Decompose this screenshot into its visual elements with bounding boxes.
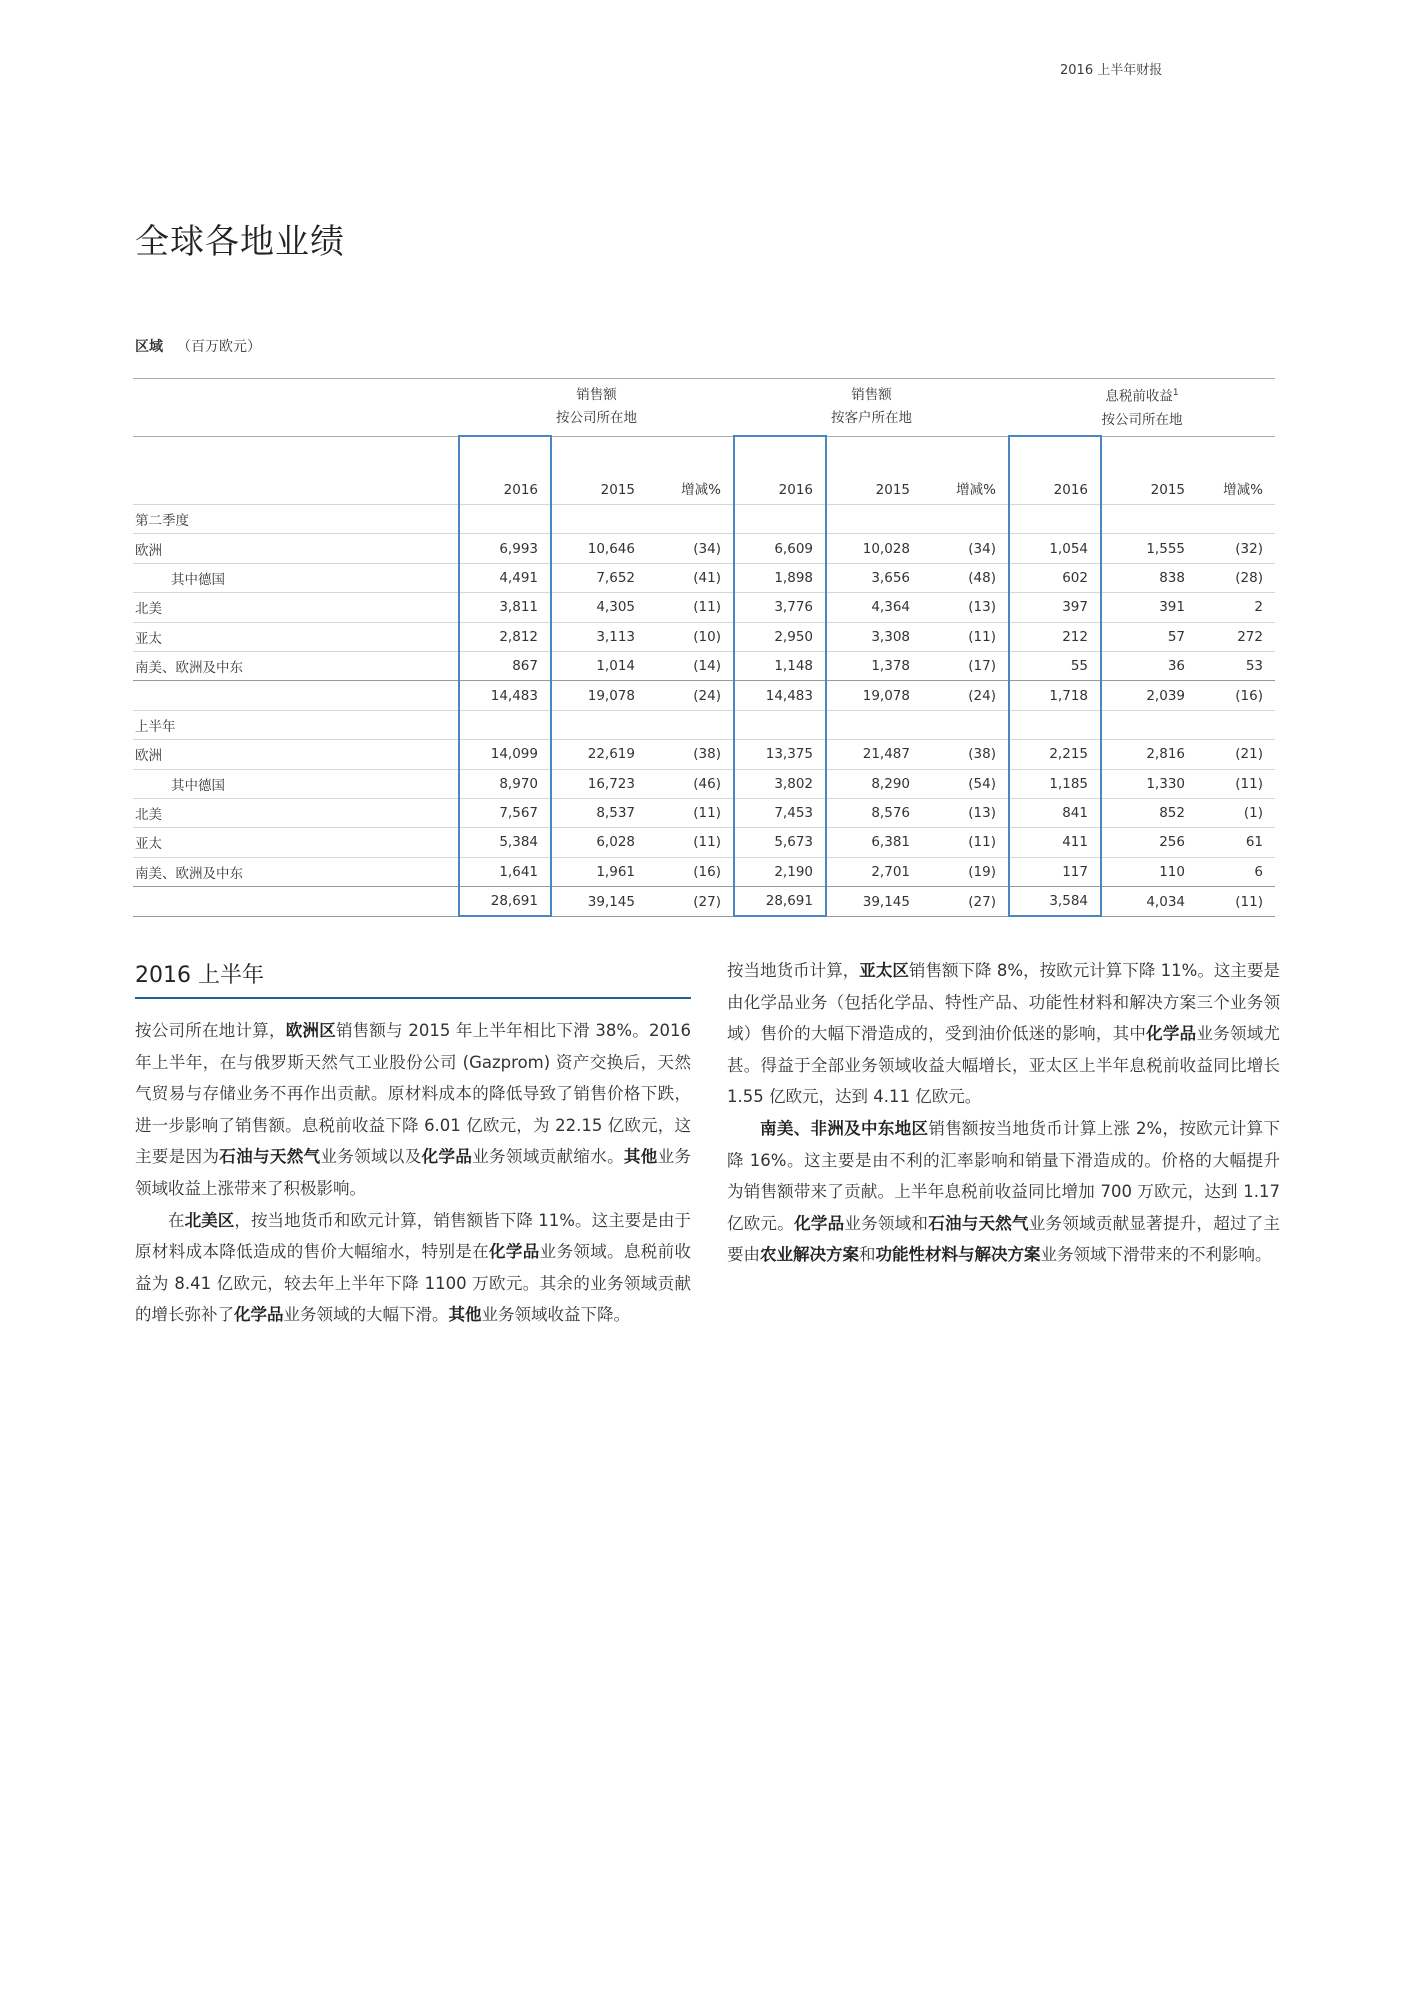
table-cell: 1,898 bbox=[734, 563, 826, 592]
paragraph-south-america-africa-middle-east: 南美、非洲及中东地区销售额按当地货币计算上涨 2%，按欧元计算下降 16%。这主要是由不利的汇率影响和销量下滑造成的。价格的大幅提升为销售额带来了贡献。上半年息税前收益同比增加 700 万欧元，达到 1.17 亿欧元。化学品业务领域和石油与天然气业务领域贡献显著提升，超过了主要由农业解决方案和功能性材料与解决方案业务领域下滑带来的不利影响。 bbox=[727, 1118, 1280, 1265]
table-cell: 14,483 bbox=[459, 681, 551, 710]
table-cell: 2,190 bbox=[734, 857, 826, 886]
table-cell: 6,381 bbox=[826, 828, 922, 857]
table-cell: 53 bbox=[1197, 651, 1275, 680]
table-cell: (34) bbox=[647, 534, 734, 563]
table-cell: 1,014 bbox=[551, 651, 647, 680]
table-cell: (28) bbox=[1197, 563, 1275, 592]
table-cell: (24) bbox=[922, 681, 1009, 710]
table-cell: 3,811 bbox=[459, 593, 551, 622]
row-label: 亚太 bbox=[133, 622, 459, 651]
table-cell: 1,555 bbox=[1101, 534, 1197, 563]
table-cell: 13,375 bbox=[734, 740, 826, 769]
table-cell: 2,701 bbox=[826, 857, 922, 886]
table-cell: 1,330 bbox=[1101, 769, 1197, 798]
table-cell: 5,384 bbox=[459, 828, 551, 857]
col-header: 2016 bbox=[459, 436, 551, 505]
table-cell bbox=[1197, 710, 1275, 739]
col-header: 2015 bbox=[826, 436, 922, 505]
table-cell: 39,145 bbox=[551, 887, 647, 917]
table-cell: 39,145 bbox=[826, 887, 922, 917]
row-label: 第二季度 bbox=[133, 505, 459, 534]
table-cell: (11) bbox=[647, 798, 734, 827]
table-cell: 1,378 bbox=[826, 651, 922, 680]
table-cell: 19,078 bbox=[826, 681, 922, 710]
table-cell bbox=[1101, 505, 1197, 534]
table-cell: (11) bbox=[1197, 887, 1275, 917]
table-cell: 7,567 bbox=[459, 798, 551, 827]
table-cell: 5,673 bbox=[734, 828, 826, 857]
table-row bbox=[133, 534, 1275, 563]
table-row bbox=[133, 857, 1275, 886]
paragraph-asia-pacific: 按当地货币计算，亚太区销售额下降 8%，按欧元计算下降 11%。这主要是由化学品业务（包括化学品、特性产品、功能性材料和解决方案三个业务领域）售价的大幅下滑造成的，受到油价低迷的影响，其中化学品业务领域尤甚。得益于全部业务领域收益大幅增长，亚太区上半年息税前收益同比增长 1.55 亿欧元，达到 4.11 亿欧元。 bbox=[727, 961, 1281, 1107]
group-header-sales-company: 销售额 按公司所在地 bbox=[459, 379, 734, 437]
table-cell: (14) bbox=[647, 651, 734, 680]
table-cell: (11) bbox=[647, 828, 734, 857]
paragraph-north-america: 在北美区，按当地货币和欧元计算，销售额皆下降 11%。这主要是由于原材料成本降低造成的售价大幅缩水，特别是在化学品业务领域。息税前收益为 8.41 亿欧元，较去年上半年下降 1100 万欧元。其余的业务领域贡献的增长弥补了化学品业务领域的大幅下滑。其他业务领域收益下降。 bbox=[135, 1210, 692, 1325]
table-cell: 21,487 bbox=[826, 740, 922, 769]
right-text-column bbox=[727, 955, 1280, 1271]
table-cell: (27) bbox=[922, 887, 1009, 917]
table-cell: 867 bbox=[459, 651, 551, 680]
col-header: 增减% bbox=[647, 436, 734, 505]
table-cell: 8,290 bbox=[826, 769, 922, 798]
table-cell: 391 bbox=[1101, 593, 1197, 622]
table-row bbox=[133, 740, 1275, 769]
table-cell: 1,054 bbox=[1009, 534, 1101, 563]
table-cell: (1) bbox=[1197, 798, 1275, 827]
col-header: 2015 bbox=[1101, 436, 1197, 505]
table-row bbox=[133, 798, 1275, 827]
table-cell: (13) bbox=[922, 593, 1009, 622]
report-header-tag: 2016 上半年财报 bbox=[1060, 63, 1163, 78]
table-cell bbox=[647, 710, 734, 739]
table-cell: (13) bbox=[922, 798, 1009, 827]
table-cell: 3,584 bbox=[1009, 887, 1101, 917]
table-cell bbox=[459, 710, 551, 739]
table-cell: 397 bbox=[1009, 593, 1101, 622]
table-cell: (11) bbox=[922, 828, 1009, 857]
table-cell: 1,641 bbox=[459, 857, 551, 886]
col-header: 2016 bbox=[1009, 436, 1101, 505]
table-cell: (27) bbox=[647, 887, 734, 917]
table-cell: 2,816 bbox=[1101, 740, 1197, 769]
table-row bbox=[133, 622, 1275, 651]
table-cell: (16) bbox=[1197, 681, 1275, 710]
table-cell bbox=[1009, 505, 1101, 534]
col-header: 2016 bbox=[734, 436, 826, 505]
row-label: 北美 bbox=[133, 798, 459, 827]
table-cell: 19,078 bbox=[551, 681, 647, 710]
table-cell: (11) bbox=[922, 622, 1009, 651]
row-label bbox=[133, 681, 459, 710]
table-column-header-row bbox=[133, 436, 1275, 505]
table-cell: 1,148 bbox=[734, 651, 826, 680]
table-cell: 2,950 bbox=[734, 622, 826, 651]
table-cell: (38) bbox=[922, 740, 1009, 769]
table-cell: 3,802 bbox=[734, 769, 826, 798]
row-label: 其中德国 bbox=[133, 769, 459, 798]
col-header: 增减% bbox=[922, 436, 1009, 505]
row-label: 其中德国 bbox=[133, 563, 459, 592]
table-cell bbox=[826, 505, 922, 534]
table-cell: 2,039 bbox=[1101, 681, 1197, 710]
table-cell: 14,483 bbox=[734, 681, 826, 710]
table-cell: (32) bbox=[1197, 534, 1275, 563]
table-cell: 61 bbox=[1197, 828, 1275, 857]
table-row bbox=[133, 681, 1275, 710]
table-cell: 4,491 bbox=[459, 563, 551, 592]
table-cell: 110 bbox=[1101, 857, 1197, 886]
table-cell bbox=[1009, 710, 1101, 739]
table-cell: 55 bbox=[1009, 651, 1101, 680]
table-cell: (41) bbox=[647, 563, 734, 592]
table-row bbox=[133, 828, 1275, 857]
table-row bbox=[133, 651, 1275, 680]
page-title: 全球各地业绩 bbox=[135, 222, 345, 262]
table-cell: 36 bbox=[1101, 651, 1197, 680]
table-row bbox=[133, 887, 1275, 917]
table-cell: (48) bbox=[922, 563, 1009, 592]
table-cell: 4,305 bbox=[551, 593, 647, 622]
table-cell: 1,185 bbox=[1009, 769, 1101, 798]
table-row bbox=[133, 505, 1275, 534]
table-cell: (16) bbox=[647, 857, 734, 886]
table-cell: 841 bbox=[1009, 798, 1101, 827]
table-cell: 2,812 bbox=[459, 622, 551, 651]
table-cell: 6,028 bbox=[551, 828, 647, 857]
table-cell: 8,576 bbox=[826, 798, 922, 827]
table-cell bbox=[734, 710, 826, 739]
table-caption bbox=[135, 336, 261, 356]
table-cell: (11) bbox=[647, 593, 734, 622]
table-row bbox=[133, 769, 1275, 798]
table-cell: 6,609 bbox=[734, 534, 826, 563]
col-header: 增减% bbox=[1197, 436, 1275, 505]
table-row bbox=[133, 593, 1275, 622]
table-cell bbox=[1197, 505, 1275, 534]
table-row bbox=[133, 563, 1275, 592]
table-cell: 852 bbox=[1101, 798, 1197, 827]
group-header-sales-customer: 销售额 按客户所在地 bbox=[734, 379, 1009, 437]
table-cell: 3,656 bbox=[826, 563, 922, 592]
section-heading: 2016 上半年 bbox=[135, 958, 691, 999]
group-header-ebit-company: 息税前收益$^1$ 按公司所在地 bbox=[1009, 379, 1275, 437]
table-cell: 3,113 bbox=[551, 622, 647, 651]
table-cell bbox=[647, 505, 734, 534]
table-cell: 212 bbox=[1009, 622, 1101, 651]
table-cell: 3,776 bbox=[734, 593, 826, 622]
table-cell bbox=[826, 710, 922, 739]
table-cell: 2,215 bbox=[1009, 740, 1101, 769]
table-cell bbox=[922, 710, 1009, 739]
table-cell: 3,308 bbox=[826, 622, 922, 651]
table-caption-unit: （百万欧元） bbox=[177, 339, 261, 355]
table-cell: 6,993 bbox=[459, 534, 551, 563]
table-cell: 8,537 bbox=[551, 798, 647, 827]
left-text-column bbox=[135, 1015, 691, 1331]
table-cell: 272 bbox=[1197, 622, 1275, 651]
table-cell: (54) bbox=[922, 769, 1009, 798]
table-cell bbox=[459, 505, 551, 534]
table-cell: (38) bbox=[647, 740, 734, 769]
table-cell: 28,691 bbox=[459, 887, 551, 917]
row-label: 南美、欧洲及中东 bbox=[133, 857, 459, 886]
row-label: 欧洲 bbox=[133, 534, 459, 563]
table-group-header-row bbox=[133, 379, 1275, 437]
table-cell: 7,453 bbox=[734, 798, 826, 827]
table-cell bbox=[551, 710, 647, 739]
table-cell: 2 bbox=[1197, 593, 1275, 622]
table-cell: 4,364 bbox=[826, 593, 922, 622]
table-cell: (19) bbox=[922, 857, 1009, 886]
paragraph-europe: 按公司所在地计算，欧洲区销售额与 2015 年上半年相比下滑 38%。2016 年上半年，在与俄罗斯天然气工业股份公司 (Gazprom) 资产交换后，天然气贸易与存储业务不再作出贡献。原材料成本的降低导致了销售价格下跌，进一步影响了销售额。息税前收益下降 6.01 亿欧元，为 22.15 亿欧元，这主要是因为石油与天然气业务领域以及化学品业务领域贡献缩水。其他业务领域收益上涨带来了积极影响。 bbox=[135, 1021, 691, 1198]
table-cell: 22,619 bbox=[551, 740, 647, 769]
row-label: 亚太 bbox=[133, 828, 459, 857]
table-cell: 7,652 bbox=[551, 563, 647, 592]
table-cell: 256 bbox=[1101, 828, 1197, 857]
table-cell: (11) bbox=[1197, 769, 1275, 798]
table-cell: 117 bbox=[1009, 857, 1101, 886]
table-cell: 6 bbox=[1197, 857, 1275, 886]
table-cell: (21) bbox=[1197, 740, 1275, 769]
table-cell: 8,970 bbox=[459, 769, 551, 798]
table-cell: 838 bbox=[1101, 563, 1197, 592]
row-label bbox=[133, 887, 459, 917]
table-row bbox=[133, 710, 1275, 739]
row-label: 欧洲 bbox=[133, 740, 459, 769]
table-cell: 10,646 bbox=[551, 534, 647, 563]
table-cell bbox=[922, 505, 1009, 534]
table-cell: (46) bbox=[647, 769, 734, 798]
table-caption-title: 区域 bbox=[135, 339, 163, 355]
table-cell: 411 bbox=[1009, 828, 1101, 857]
table-cell: (34) bbox=[922, 534, 1009, 563]
table-cell: (10) bbox=[647, 622, 734, 651]
table-cell bbox=[734, 505, 826, 534]
table-cell: 14,099 bbox=[459, 740, 551, 769]
table-cell: 28,691 bbox=[734, 887, 826, 917]
table-cell: 1,961 bbox=[551, 857, 647, 886]
regional-results-table bbox=[133, 378, 1275, 917]
table-cell: 16,723 bbox=[551, 769, 647, 798]
table-cell: 602 bbox=[1009, 563, 1101, 592]
table-cell: (17) bbox=[922, 651, 1009, 680]
row-label: 上半年 bbox=[133, 710, 459, 739]
table-cell: 4,034 bbox=[1101, 887, 1197, 917]
table-cell: 57 bbox=[1101, 622, 1197, 651]
row-label: 南美、欧洲及中东 bbox=[133, 651, 459, 680]
table-cell bbox=[1101, 710, 1197, 739]
table-cell: 10,028 bbox=[826, 534, 922, 563]
table-cell: (24) bbox=[647, 681, 734, 710]
table-cell: 1,718 bbox=[1009, 681, 1101, 710]
col-header: 2015 bbox=[551, 436, 647, 505]
row-label: 北美 bbox=[133, 593, 459, 622]
table-cell bbox=[551, 505, 647, 534]
